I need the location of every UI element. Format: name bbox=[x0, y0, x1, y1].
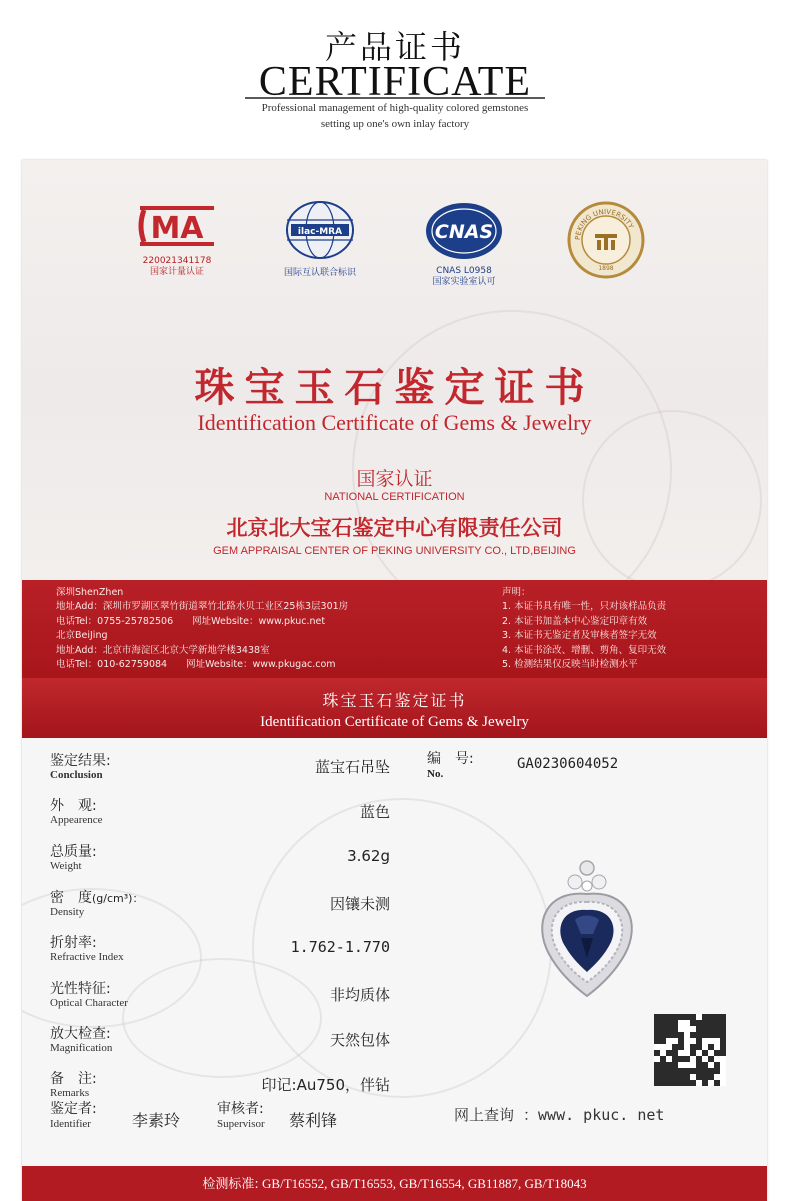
header-subtitle-1: Professional management of high-quality colored gemstones bbox=[261, 102, 529, 114]
pku-year: 1898 bbox=[598, 265, 614, 272]
ribbon-title-en: Identification Certificate of Gems & Jewelry bbox=[260, 714, 529, 730]
address-line: 地址Add：北京市海淀区北京大学新地学楼3438室 bbox=[56, 644, 270, 656]
svg-text:MA: MA bbox=[150, 211, 204, 246]
address-line: 电话Tel：0755-25782506 网址Website：www.pkuc.net bbox=[56, 615, 326, 627]
row-density bbox=[50, 887, 390, 927]
declaration-line: 3. 本证书无鉴定者及审核者签字无效 bbox=[502, 630, 657, 642]
address-block bbox=[56, 586, 476, 672]
cnas-mark-text: CNAS bbox=[434, 221, 494, 243]
cma-number: 220021341178 bbox=[142, 256, 212, 266]
address-line: 北京BeiJing bbox=[56, 630, 108, 642]
pku-ring-text: PEKING UNIVERSITY bbox=[573, 207, 635, 241]
row-weight bbox=[50, 841, 390, 881]
row-conclusion bbox=[50, 750, 390, 790]
header-title-en: CERTIFICATE bbox=[258, 59, 532, 105]
ilac-caption: 国际互认联合标识 bbox=[283, 268, 356, 278]
cnas-mark-icon bbox=[422, 200, 506, 262]
optical-label-en: Optical Character bbox=[50, 997, 128, 1009]
sapphire-pendant-image bbox=[527, 854, 647, 1004]
contact-band bbox=[22, 580, 767, 738]
certificate-title-cn: 珠宝玉石鉴定证书 bbox=[194, 364, 595, 411]
declaration-block bbox=[502, 586, 762, 672]
supervisor-label-cn: 审核者: bbox=[217, 1101, 264, 1117]
declaration-line: 5. 检测结果仅反映当时检测水平 bbox=[502, 659, 638, 671]
certificate-number-label bbox=[427, 748, 474, 780]
remarks-label-cn: 备 注: bbox=[50, 1071, 97, 1087]
appearance-label-en: Appearence bbox=[50, 814, 103, 826]
row-appearance bbox=[50, 795, 390, 835]
optical-label-cn: 光性特征: bbox=[50, 981, 111, 997]
supervisor-label-en: Supervisor bbox=[217, 1118, 265, 1130]
header-subtitle-2: setting up one's own inlay factory bbox=[320, 118, 470, 130]
remarks-value: 印记:Au750，伴钻 bbox=[261, 1076, 390, 1094]
supervisor-name: 蔡利锋 bbox=[289, 1111, 338, 1130]
certificate-title-en: Identification Certificate of Gems & Jewelry bbox=[197, 410, 592, 435]
cnas-logo bbox=[409, 200, 519, 288]
number-label-cn: 编 号: bbox=[427, 751, 474, 767]
conclusion-value: 蓝宝石吊坠 bbox=[314, 758, 390, 776]
density-label-en: Density bbox=[50, 906, 85, 918]
organization-name-cn: 北京北大宝石鉴定中心有限责任公司 bbox=[226, 516, 563, 540]
standards-label: 检测标准: bbox=[202, 1177, 259, 1192]
refractive-label-en: Refractive Index bbox=[50, 951, 124, 963]
declaration-line: 4. 本证书涂改、增删、剪角、复印无效 bbox=[502, 644, 667, 656]
conclusion-label-cn: 鉴定结果: bbox=[50, 753, 111, 769]
cma-mark-icon bbox=[134, 200, 220, 252]
ilac-globe-icon bbox=[285, 200, 355, 262]
appearance-value: 蓝色 bbox=[359, 803, 390, 821]
header-title-cn: 产品证书 bbox=[324, 28, 465, 66]
ilac-mark-text: ilac-MRA bbox=[297, 227, 343, 237]
cma-caption: 国家计量认证 bbox=[149, 267, 204, 277]
declaration-line: 1. 本证书具有唯一性，只对该样品负责 bbox=[502, 601, 667, 613]
density-label-text: 密 度 bbox=[50, 890, 92, 906]
magnification-label-cn: 放大检查: bbox=[50, 1026, 111, 1042]
header-divider bbox=[245, 96, 545, 100]
detail-panel bbox=[22, 738, 767, 1166]
ribbon-title-cn: 珠宝玉石鉴定证书 bbox=[322, 691, 467, 710]
appearance-label-cn: 外 观: bbox=[50, 798, 97, 814]
identifier-name: 李素玲 bbox=[132, 1111, 181, 1130]
pku-logo bbox=[551, 200, 661, 284]
density-value: 因镶未测 bbox=[329, 895, 390, 913]
ilac-logo bbox=[265, 200, 375, 279]
conclusion-label-en: Conclusion bbox=[50, 769, 103, 781]
declaration-line: 2. 本证书加盖本中心鉴定印章有效 bbox=[502, 615, 648, 627]
organization-name-en: GEM APPRAISAL CENTER OF PEKING UNIVERSITY CO., LTD,BEIJING bbox=[213, 545, 576, 557]
optical-value: 非均质体 bbox=[329, 986, 390, 1004]
national-certification-en: NATIONAL CERTIFICATION bbox=[324, 491, 465, 503]
qr-module bbox=[720, 1080, 726, 1086]
national-certification-cn: 国家认证 bbox=[356, 468, 433, 490]
refractive-value: 1.762-1.770 bbox=[290, 938, 390, 956]
refractive-label-cn: 折射率: bbox=[50, 935, 97, 951]
declaration-line: 声明： bbox=[502, 587, 531, 598]
row-optical-character bbox=[50, 978, 390, 1018]
certificate-number-value: GA0230604052 bbox=[517, 756, 619, 772]
cnas-number: CNAS L0958 bbox=[436, 266, 492, 276]
standards-footer bbox=[22, 1166, 767, 1201]
cnas-caption: 国家实验室认可 bbox=[432, 277, 496, 287]
weight-label-en: Weight bbox=[50, 860, 82, 872]
row-refractive-index bbox=[50, 932, 390, 972]
weight-value: 3.62g bbox=[347, 847, 390, 865]
identifier-block bbox=[50, 1098, 181, 1130]
certificate-sheet bbox=[22, 160, 767, 1201]
row-magnification bbox=[50, 1023, 390, 1063]
online-query-link[interactable]: 网上查询 ：www. pkuc. net bbox=[454, 1106, 665, 1124]
magnification-label-en: Magnification bbox=[50, 1042, 113, 1054]
address-line: 电话Tel：010-62759084 网址Website：www.pkugac.com bbox=[56, 659, 336, 671]
address-line: 深圳ShenZhen bbox=[56, 587, 124, 598]
density-label-cn bbox=[50, 887, 143, 907]
standards-list: GB/T16552, GB/T16553, GB/T16554, GB11887, GB/T18043 bbox=[258, 1176, 587, 1191]
supervisor-block bbox=[217, 1098, 338, 1130]
address-line: 地址Add：深圳市罗湖区翠竹街道翠竹北路水贝工业区25栋3层301房 bbox=[56, 601, 349, 613]
density-label-unit: (g/cm³)： bbox=[92, 892, 144, 905]
weight-label-cn: 总质量: bbox=[50, 844, 97, 860]
remarks-label-en: Remarks bbox=[50, 1087, 90, 1099]
qr-code[interactable] bbox=[654, 1014, 726, 1086]
magnification-value: 天然包体 bbox=[329, 1031, 390, 1049]
cma-logo bbox=[122, 200, 232, 278]
identifier-label-cn: 鉴定者: bbox=[50, 1101, 97, 1117]
identifier-label-en: Identifier bbox=[50, 1118, 91, 1130]
certificate-ribbon bbox=[22, 678, 767, 738]
number-label-en: No. bbox=[427, 768, 444, 780]
pku-seal-icon bbox=[566, 200, 646, 280]
